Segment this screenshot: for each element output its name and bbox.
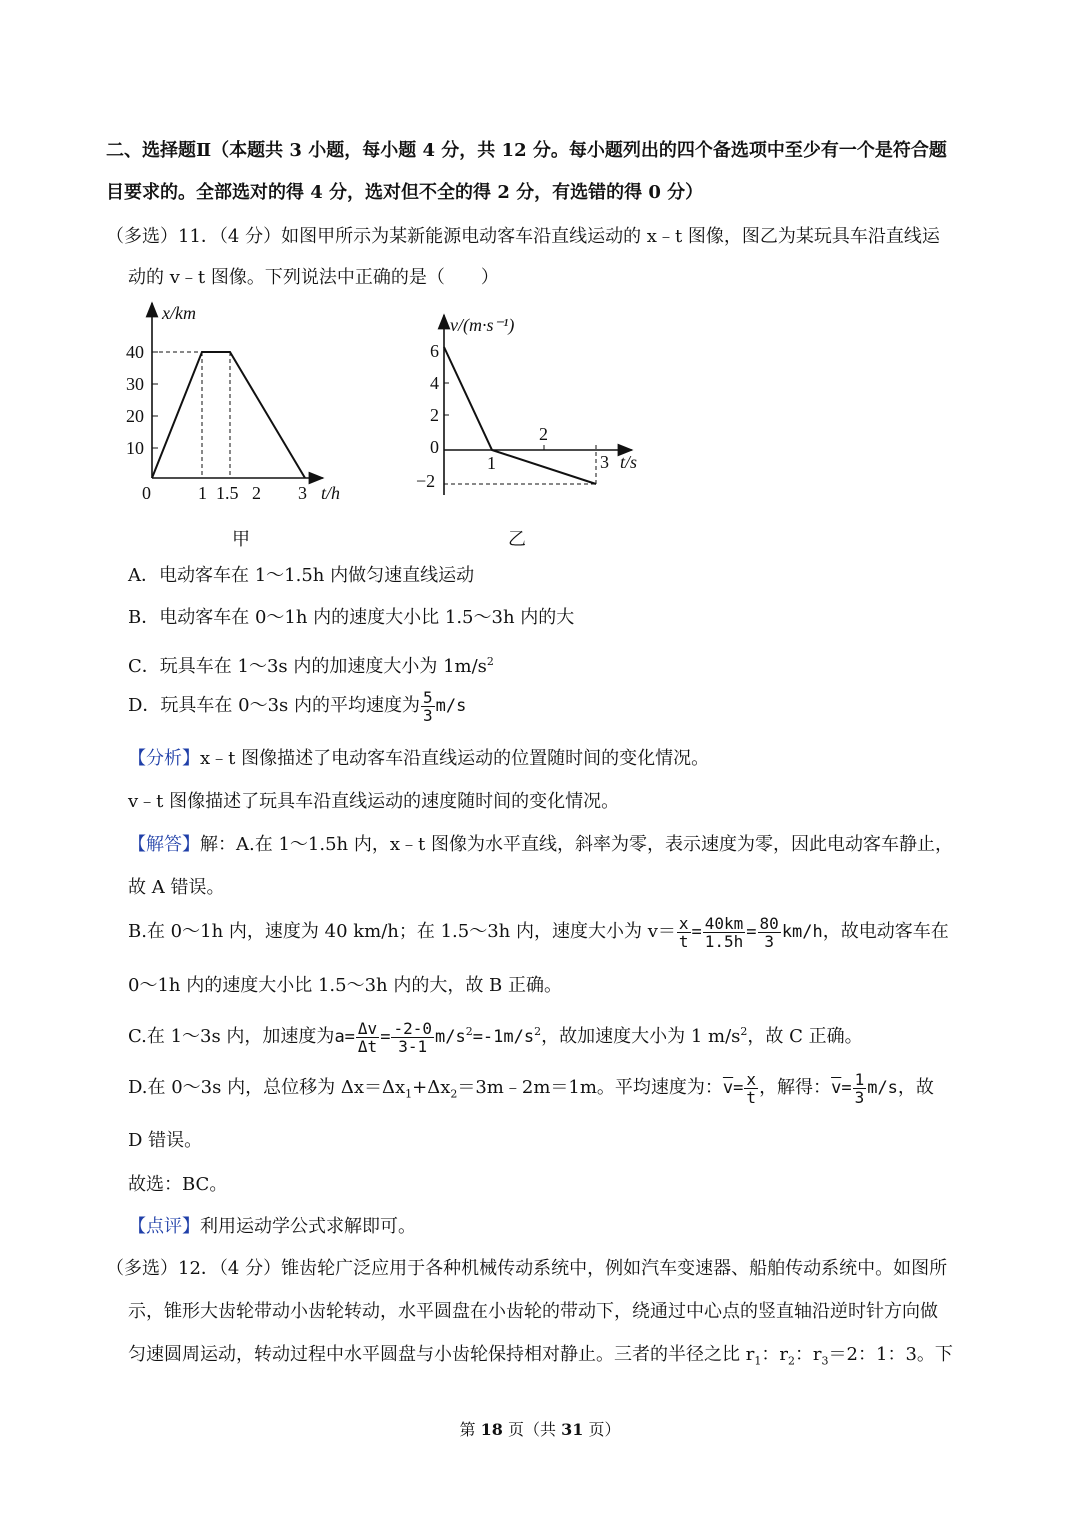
graph-jia-xt-line (152, 352, 305, 478)
total-pages: 31 (561, 1420, 584, 1439)
graph-jia-xtick-3: 3 (298, 483, 307, 503)
graph-yi (412, 305, 662, 555)
graph-yi-xtick-3: 3 (600, 452, 609, 472)
option-a: A．电动客车在 1～1.5h 内做匀速直线运动 (128, 565, 475, 586)
answer-a-line1: 【解答】解：A.在 1～1.5h 内，x﹣t 图像为水平直线，斜率为零，表示速度为零，因此电动客车静止， (128, 834, 953, 855)
graph-jia-ytick-20: 20 (126, 406, 144, 426)
graph-yi-ytick-2: 2 (430, 405, 439, 425)
graph-yi-ylabel: v/(m·s⁻¹) (450, 315, 515, 335)
q11-stem-line1: （多选）11．（4 分）如图甲所示为某新能源电动客车沿直线运动的 x﹣t 图像，图乙为某玩具车沿直线运 (106, 226, 940, 247)
graph-jia-ylabel: x/km (162, 303, 196, 323)
section-heading-line2: 目要求的。全部选对的得 4 分，选对但不全的得 2 分，有选错的得 0 分） (106, 182, 704, 203)
section-heading-line1: 二、选择题Ⅱ（本题共 3 小题，每小题 4 分，共 12 分。每小题列出的四个备选项中至少有一个是符合题 (106, 140, 947, 161)
page-footer: 第 18 页（共 31 页） (459, 1420, 621, 1439)
answer-d-line1: D.在 0～3s 内，总位移为 $\Delta x=\Delta x_1+\Delta x_2=3m﹣2m=1m$。平均速度为：$\overline{v}=$ $\frac{x}{t}$ ，解得：$\overline{v}=$ $\frac{1}{3}$ m/s，故 (128, 1069, 934, 1107)
graph-jia-xlabel: t/h (321, 483, 341, 503)
answer-a-line2: 故 A 错误。 (128, 877, 225, 898)
graph-jia-ytick-40: 40 (126, 342, 144, 362)
graph-jia-xtick-1: 1 (198, 483, 207, 503)
q12-line2: 示，锥形大齿轮带动小齿轮转动，水平圆盘在小齿轮的带动下，绕通过中心点的竖直轴沿逆时针方向做 (128, 1301, 938, 1322)
graph-jia-origin: 0 (142, 483, 151, 503)
answer-b-line1: B.在 0～1h 内，速度为 40 km/h；在 1.5～3h 内，速度大小为 v＝ $\frac{x}{t}$ = $\frac{40km}{1.5h}$ = $\frac{80}{3}$ km/h，故电动客车在 (128, 913, 949, 951)
q11-stem-line2: 动的 v﹣t 图像。下列说法中正确的是（ ） (128, 267, 499, 288)
final-choice: 故选：BC。 (128, 1174, 228, 1195)
graph-yi-xlabel: t/s (620, 452, 638, 472)
graph-yi-ytick-0: 0 (430, 437, 439, 457)
graph-yi-ytick-6: 6 (430, 341, 439, 361)
graph-yi-xtick-2: 2 (539, 424, 548, 444)
option-d: D．玩具车在 0～3s 内的平均速度为 $\frac{5}{3}$ m/s (128, 687, 467, 725)
graph-yi-ytick-4: 4 (430, 373, 439, 393)
answer-c-line: C.在 1～3s 内，加速度为a= $\frac{\Delta v}{\Delta t}$ = $\frac{-2-0}{3-1}$ $m/s^2=-1m/s^2$，故加速度大小为 1 $m/s^2$，故 C 正确。 (128, 1018, 863, 1056)
analysis-line1: 【分析】x﹣t 图像描述了电动客车沿直线运动的位置随时间的变化情况。 (128, 748, 710, 769)
graph-yi-xtick-1: 1 (487, 453, 496, 473)
graph-yi-vt-line (444, 347, 596, 484)
q12-line3: 匀速圆周运动，转动过程中水平圆盘与小齿轮保持相对静止。三者的半径之比 $r_1$：$r_2$：$r_3=2$：1：3。下 (128, 1344, 953, 1368)
graph-jia-xtick-1.5: 1.5 (216, 483, 239, 503)
option-b: B．电动客车在 0～1h 内的速度大小比 1.5～3h 内的大 (128, 607, 575, 628)
graph-yi-ytick-neg2: −2 (416, 471, 436, 491)
answer-d-line2: D 错误。 (128, 1130, 203, 1151)
answer-b-line2: 0～1h 内的速度大小比 1.5～3h 内的大，故 B 正确。 (128, 975, 563, 996)
graph-jia-xtick-2: 2 (252, 483, 261, 503)
comment: 【点评】利用运动学公式求解即可。 (128, 1216, 416, 1237)
graph-yi-caption: 乙 (508, 529, 526, 549)
graph-jia (118, 295, 368, 560)
graph-jia-ytick-10: 10 (126, 438, 144, 458)
option-c: C．玩具车在 1～3s 内的加速度大小为 $1m/s^2$ (128, 655, 494, 677)
analysis-line2: v﹣t 图像描述了玩具车沿直线运动的速度随时间的变化情况。 (128, 791, 620, 812)
graph-jia-caption: 甲 (232, 529, 250, 549)
q12-line1: （多选）12．（4 分）锥齿轮广泛应用于各种机械传动系统中，例如汽车变速器、船舶传动系统中。如图所 (106, 1258, 948, 1279)
page-number: 18 (480, 1420, 503, 1439)
graph-jia-ytick-30: 30 (126, 374, 144, 394)
